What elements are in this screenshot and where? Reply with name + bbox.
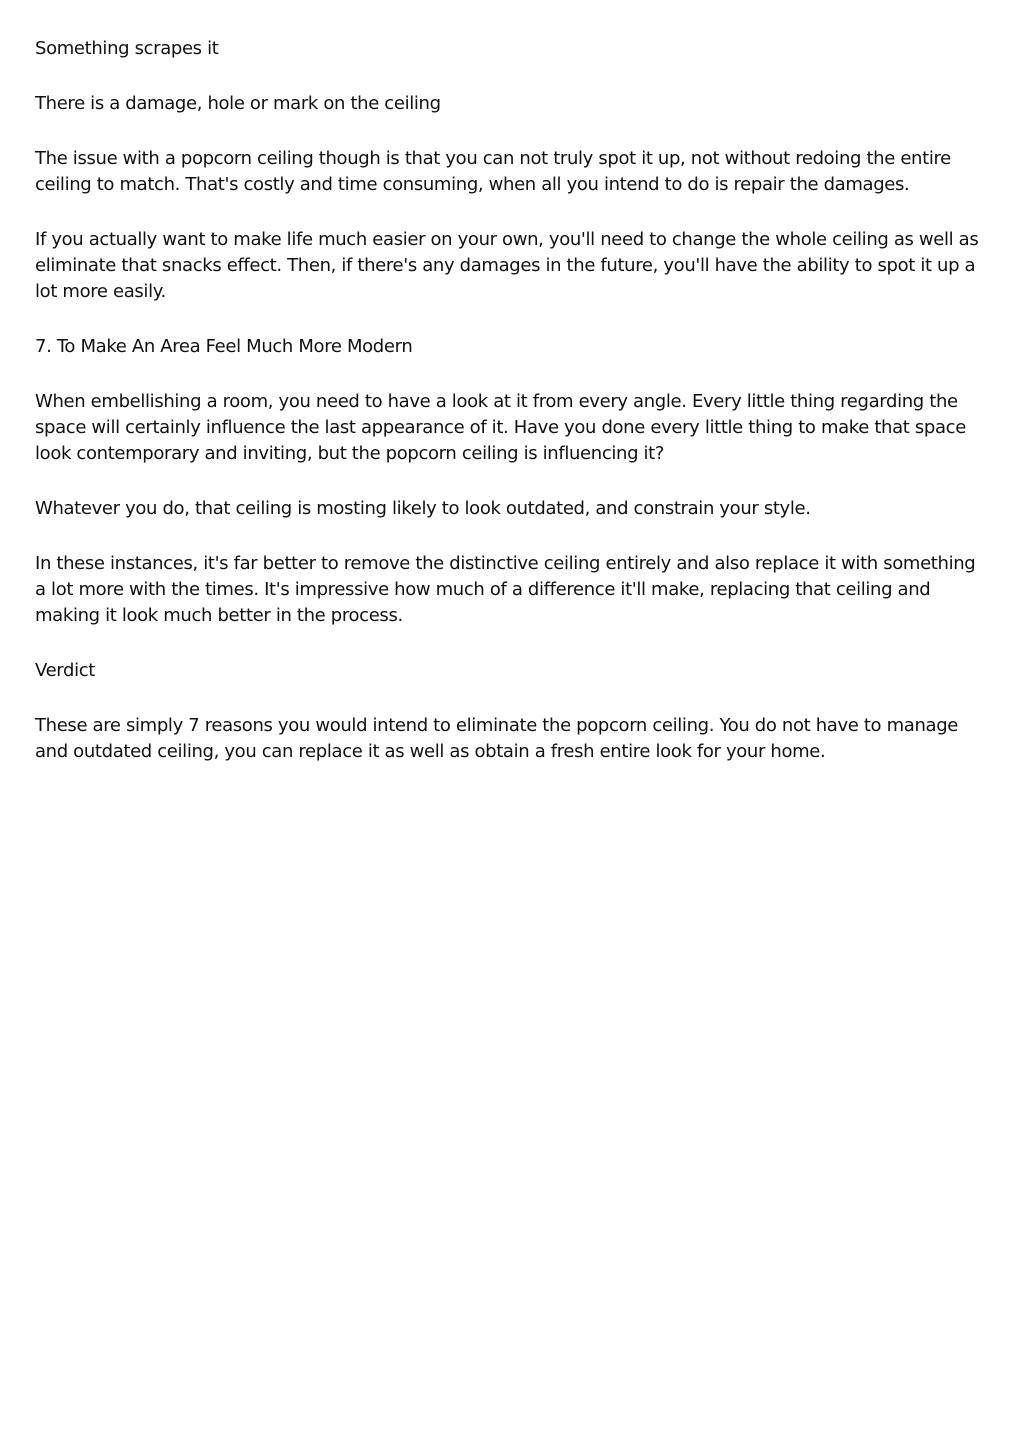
paragraph-remove-ceiling: In these instances, it's far better to remove the distinctive ceiling entirely and also replace it with something a lot more with the times. It's impressive how much of a difference it'll make, replacing that ceiling and making it look much better in the process.: [35, 553, 976, 626]
paragraph-embellishing: When embellishing a room, you need to have a look at it from every angle. Every little thing regarding the space will certainly influence the last appearance of it. Have you done every little thing to make that space look contemporary and inviting, but the popcorn ceiling is influencing it?: [35, 391, 966, 464]
section-heading-verdict: Verdict: [35, 660, 96, 681]
paragraph-replace-ceiling: If you actually want to make life much easier on your own, you'll need to change the whole ceiling as well as eliminate that snacks effect. Then, if there's any damages in the future, you'll have the ability to spot it up a lot more easily.: [35, 229, 979, 302]
section-heading-modern: 7. To Make An Area Feel Much More Modern: [35, 336, 413, 357]
document-page: [35, 36, 985, 794]
paragraph-conclusion: These are simply 7 reasons you would intend to eliminate the popcorn ceiling. You do not have to manage and outdated ceiling, you can replace it as well as obtain a fresh entire look for your home.: [35, 715, 958, 762]
paragraph-spot-repair: The issue with a popcorn ceiling though is that you can not truly spot it up, not without redoing the entire ceiling to match. That's costly and time consuming, when all you intend to do is repair the damages.: [35, 148, 951, 195]
list-item-damage: There is a damage, hole or mark on the ceiling: [35, 93, 441, 114]
list-item-scrapes: Something scrapes it: [35, 38, 219, 59]
paragraph-outdated: Whatever you do, that ceiling is mosting likely to look outdated, and constrain your style.: [35, 498, 811, 519]
